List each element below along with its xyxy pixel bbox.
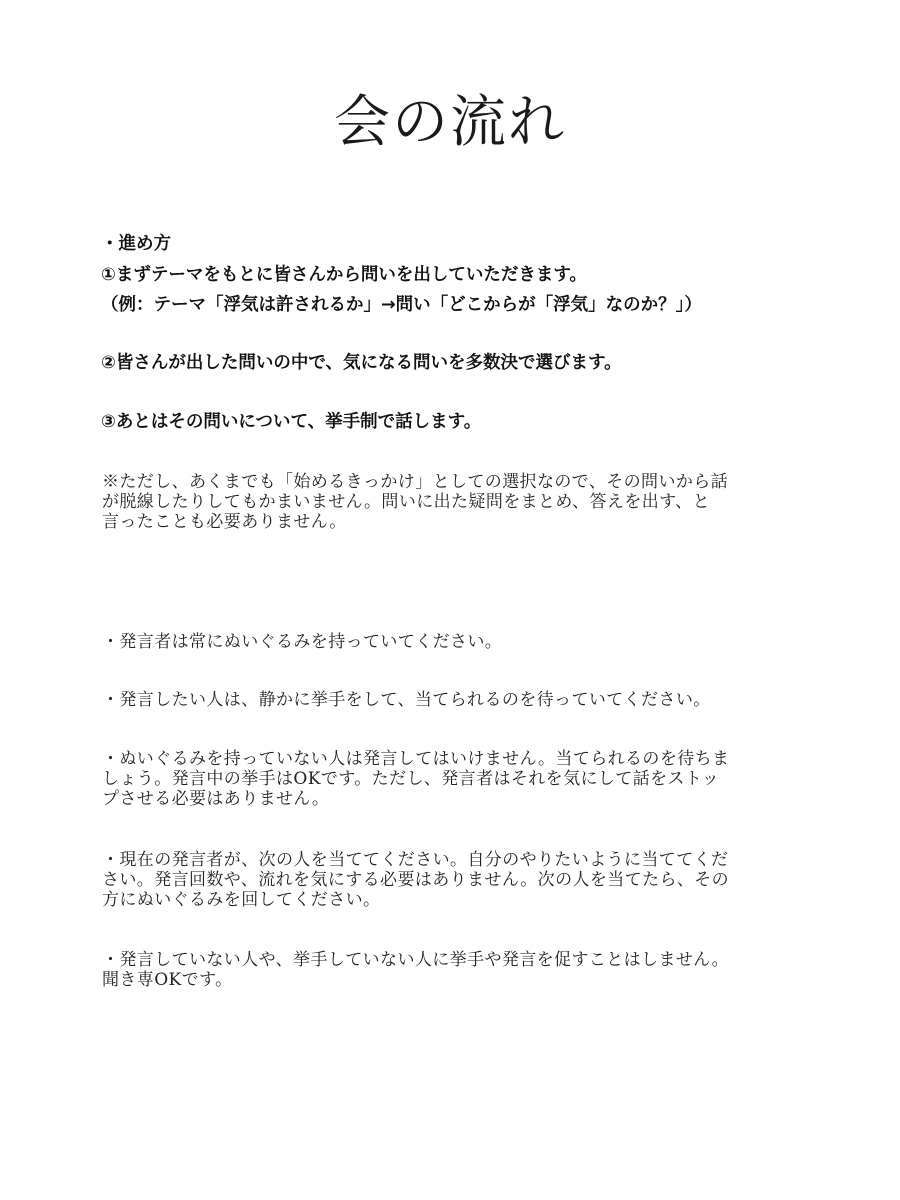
rule-line: ・ぬいぐるみを持っていない人は発言してはいけません。当てられるのを待ちま <box>102 749 730 769</box>
rule-item-listen-only <box>102 950 792 990</box>
rule-line: プさせる必要はありません。 <box>102 789 330 809</box>
rule-line: 方にぬいぐるみを回してください。 <box>102 890 381 910</box>
procedure-step-2: ②皆さんが出した問いの中で、気になる問いを多数決で選びます。 <box>101 353 622 373</box>
rule-item-no-speaking <box>102 749 792 809</box>
note-line: 言ったことも必要ありません。 <box>102 512 347 532</box>
procedure-example: （例：テーマ「浮気は許されるか」→問い「どこからが「浮気」なのか？」） <box>101 295 702 315</box>
rule-item-next-speaker <box>102 850 792 910</box>
page-title: 会の流れ <box>334 90 566 155</box>
procedure-step-1: ①まずテーマをもとに皆さんから問いを出していただきます。 <box>101 265 587 285</box>
rule-line: 聞き専OKです。 <box>102 970 233 990</box>
procedure-heading: ・進め方 <box>101 234 171 254</box>
rule-line: しょう。発言中の挙手はOKです。ただし、発言者はそれを気にして話をストッ <box>102 769 720 789</box>
rule-line: ・現在の発言者が、次の人を当ててください。自分のやりたいように当ててくだ <box>102 850 729 870</box>
rule-line: ・発言したい人は、静かに挙手をして、当てられるのを待っていてください。 <box>102 690 711 710</box>
rule-item-raise-hand <box>102 690 792 710</box>
note-paragraph <box>102 472 792 532</box>
rule-line: ・発言していない人や、挙手していない人に挙手や発言を促すことはしません。 <box>102 950 730 970</box>
note-line: ※ただし、あくまでも「始めるきっかけ」としての選択なので、その問いから話 <box>102 472 729 492</box>
rule-item-holder <box>102 632 792 652</box>
rule-line: ・発言者は常にぬいぐるみを持っていてください。 <box>102 632 503 652</box>
rule-line: さい。発言回数や、流れを気にする必要はありません。次の人を当てたら、その <box>102 870 730 890</box>
procedure-step-3: ③あとはその問いについて、挙手制で話します。 <box>101 412 482 432</box>
note-line: が脱線したりしてもかまいません。問いに出た疑問をまとめ、答えを出す、と <box>102 492 710 512</box>
